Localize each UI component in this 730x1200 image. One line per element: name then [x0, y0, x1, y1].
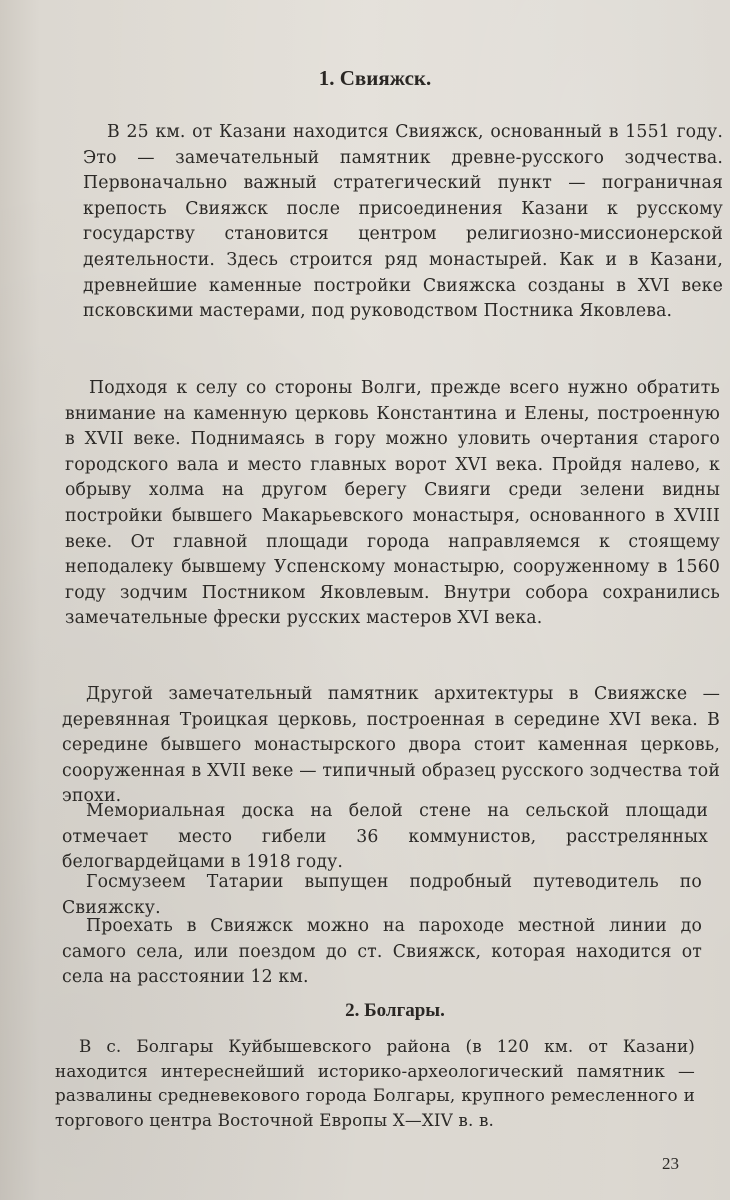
paragraph: В 25 км. от Казани находится Свияжск, основанный в 1551 году. Это — замечательный памятник древне-русского зодчества. Первоначально важный стратегический пункт — пограничная крепость Свияжск после присоединения Казани к русскому государству становится центром религиозно-миссионерской деятельности. Здесь строится ряд монастырей. Как и в Казани, древнейшие каменные постройки Свияжска созданы в XVI веке псковскими мастерами, под руководством Постника Яковлева. — [83, 122, 723, 322]
section-heading-sviyazhsk: 1. Свияжск. — [318, 66, 432, 90]
paragraph: В с. Болгары Куйбышевского района (в 120 км. от Казани) находится интереснейший историко-археологический памятник — развалины средневекового города Болгары, крупного ремесленного и торгового центра Восточной Европы X—XIV в. в. — [55, 1036, 695, 1130]
paragraph: Другой замечательный памятник архитектуры в Свияжске — деревянная Троицкая церковь, построенная в середине XVI века. В середине бывшего монастырского двора стоит каменная церковь, сооруженная в XVII веке — типичный образец русского зодчества той эпохи. — [62, 684, 720, 807]
page-number: 23 — [662, 1154, 679, 1173]
section-heading-bolgary: 2. Болгары. — [345, 1000, 445, 1021]
paragraph: Госмузеем Татарии выпущен подробный путеводитель по Свияжску. — [62, 872, 702, 918]
paragraph: Проехать в Свияжск можно на пароходе местной линии до самого села, или поездом до ст. Свияжск, которая находится от села на расстоянии 12 км. — [62, 916, 702, 988]
paragraph: Мемориальная доска на белой стене на сельской площади отмечает место гибели 36 коммунистов, расстрелянных белогвардейцами в 1918 году. — [62, 801, 708, 873]
paragraph: Подходя к селу со стороны Волги, прежде всего нужно обратить внимание на каменную церковь Константина и Елены, построенную в XVII веке. Поднимаясь в гору можно уловить очертания старого городского вала и место главных ворот XVI века. Пройдя налево, к обрыву холма на другом берегу Свияги среди зелени видны постройки бывшего Макарьевского монастыря, основанного в XVIII веке. От главной площади города направляемся к стоящему неподалеку бывшему Успенскому монастырю, сооруженному в 1560 году зодчим Постником Яковлевым. Внутри собора сохранились замечательные фрески русских мастеров XVI века. — [65, 378, 720, 629]
